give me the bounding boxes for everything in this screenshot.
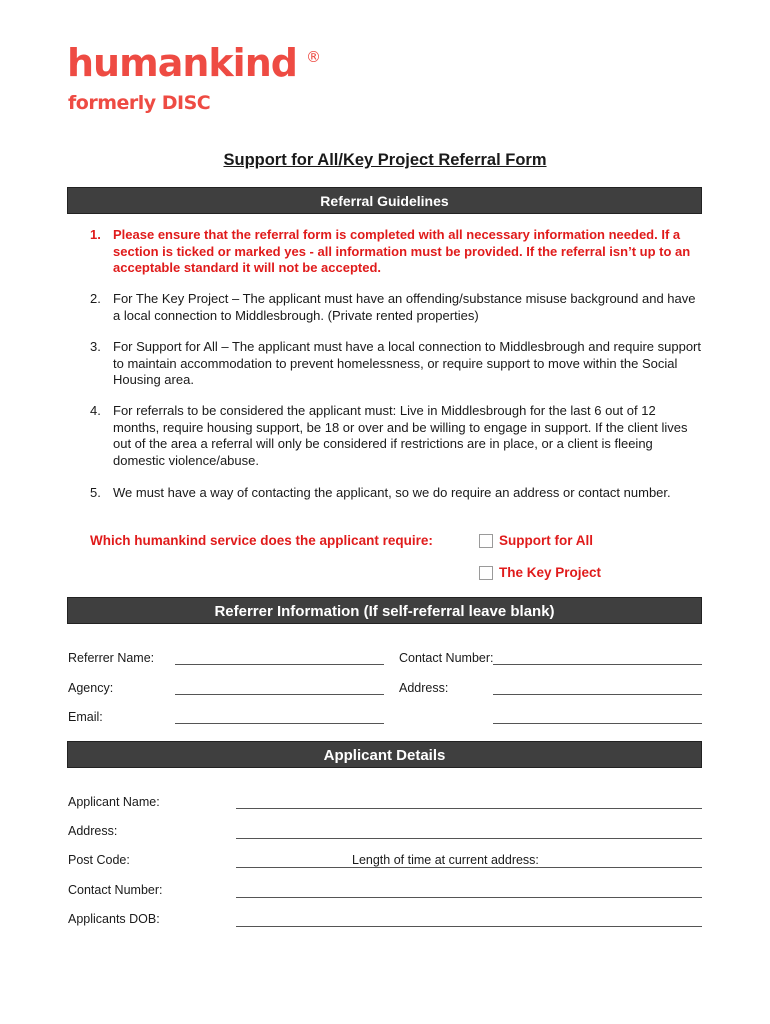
contact-number-label: Contact Number: bbox=[399, 651, 494, 665]
agency-field[interactable] bbox=[175, 694, 384, 695]
logo-subtitle: formerly DISC bbox=[68, 92, 211, 114]
guideline-text: We must have a way of contacting the applicant, so we do require an address or contact number. bbox=[113, 485, 671, 500]
guideline-text: For The Key Project – The applicant must have an offending/substance misuse background and have a local connection to Middlesbrough. (Private rented properties) bbox=[113, 291, 696, 323]
guideline-number: 1. bbox=[90, 227, 101, 242]
post-code-field[interactable] bbox=[236, 867, 702, 868]
humankind-logo: humankind bbox=[67, 41, 297, 85]
referrer-header: Referrer Information (If self-referral leave blank) bbox=[67, 597, 702, 624]
agency-label: Agency: bbox=[68, 681, 114, 695]
key-project-label: The Key Project bbox=[499, 565, 602, 580]
guideline-item bbox=[90, 485, 705, 502]
applicant-contact-label: Contact Number: bbox=[68, 883, 163, 897]
guideline-number: 5. bbox=[90, 485, 101, 500]
applicant-dob-field[interactable] bbox=[236, 926, 702, 927]
referrer-name-label: Referrer Name: bbox=[68, 651, 155, 665]
applicant-contact-field[interactable] bbox=[236, 897, 702, 898]
guideline-text: For Support for All – The applicant must have a local connection to Middlesbrough and require support to maintain accommodation to prevent homelessness, or require support to move within the Social Housing area. bbox=[113, 339, 701, 387]
guideline-text: Please ensure that the referral form is completed with all necessary information needed. If a section is ticked or marked yes - all information must be provided. If the referral isn’t up to an acceptable standard it will not be accepted. bbox=[113, 227, 691, 275]
guideline-text: For referrals to be considered the applicant must: Live in Middlesbrough for the last 6 out of 12 months, require housing support, be 18 or over and be willing to engage in support. If the client lives out of the area a referral will only be considered if restrictions are in place, or a client is fleeing domestic violence/abuse. bbox=[113, 403, 688, 468]
referrer-name-field[interactable] bbox=[175, 664, 384, 665]
form-title: Support for All/Key Project Referral Form bbox=[223, 151, 547, 169]
guideline-number: 3. bbox=[90, 339, 101, 354]
post-code-label: Post Code: bbox=[68, 853, 130, 867]
guideline-item bbox=[90, 403, 705, 469]
applicant-address-field[interactable] bbox=[236, 838, 702, 839]
support-for-all-checkbox[interactable] bbox=[479, 534, 493, 548]
guideline-number: 4. bbox=[90, 403, 101, 418]
service-question: Which humankind service does the applicant require: bbox=[90, 533, 433, 548]
support-for-all-label: Support for All bbox=[499, 533, 593, 548]
guideline-item bbox=[90, 339, 705, 389]
guideline-item bbox=[90, 227, 705, 277]
time-at-address-label: Length of time at current address: bbox=[352, 853, 539, 867]
guideline-item bbox=[90, 291, 705, 324]
applicant-address-label: Address: bbox=[68, 824, 118, 838]
registered-mark: ® bbox=[306, 48, 321, 66]
email-field[interactable] bbox=[175, 723, 384, 724]
email-label: Email: bbox=[68, 710, 103, 724]
referrer-address-label: Address: bbox=[399, 681, 449, 695]
key-project-checkbox[interactable] bbox=[479, 566, 493, 580]
referrer-address-field-line2[interactable] bbox=[493, 723, 702, 724]
referrer-contact-field[interactable] bbox=[493, 664, 702, 665]
applicant-name-label: Applicant Name: bbox=[68, 795, 160, 809]
applicant-dob-label: Applicants DOB: bbox=[68, 912, 160, 926]
referrer-address-field[interactable] bbox=[493, 694, 702, 695]
guidelines-header: Referral Guidelines bbox=[67, 187, 702, 214]
guideline-number: 2. bbox=[90, 291, 101, 306]
applicant-name-field[interactable] bbox=[236, 808, 702, 809]
applicant-header: Applicant Details bbox=[67, 741, 702, 768]
